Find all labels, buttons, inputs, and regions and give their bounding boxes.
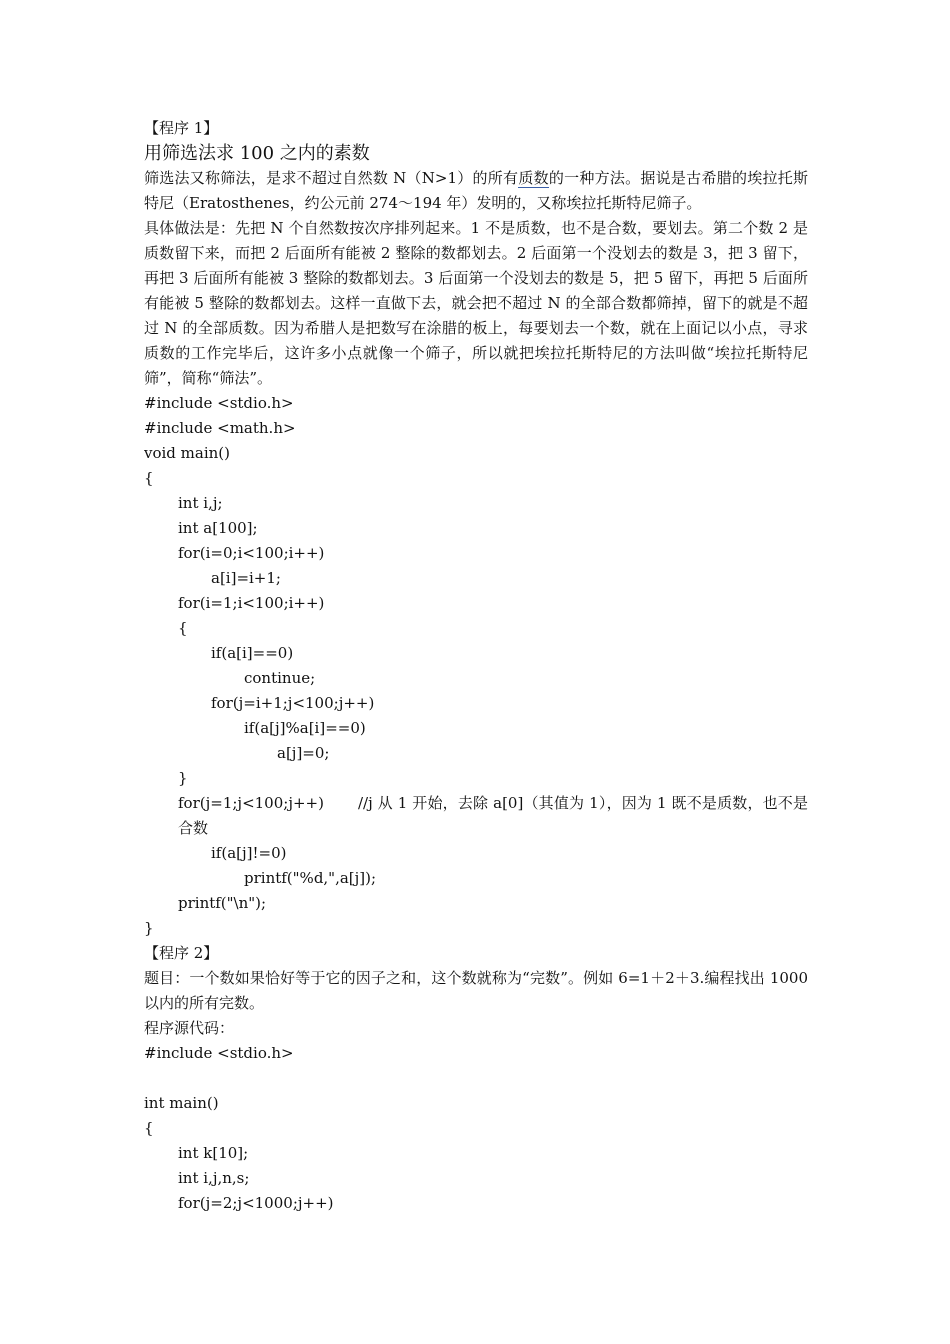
code-line: { (144, 469, 154, 487)
program2-source-label: 程序源代码： (144, 1019, 235, 1037)
code-line: void main() (144, 444, 231, 462)
code-line: for(j=2;j<1000;j++) (178, 1194, 334, 1212)
code-line: } (144, 919, 154, 937)
code-text: for(j=1;j<100;j++) (178, 794, 324, 812)
code-line: } (178, 769, 188, 787)
code-comment: //j 从 1 开始，去除 a[0]（其值为 1），因为 1 既不是质数，也不是合数 (178, 794, 808, 837)
code-line: { (178, 619, 188, 637)
document-page (144, 116, 808, 1216)
code-line: #include <stdio.h> (144, 1044, 294, 1062)
intro-text-a: 筛选法又称筛法，是求不超过自然数 N（N>1）的所有 (144, 169, 519, 187)
code-line: int i,j,n,s; (178, 1169, 250, 1187)
code-line: if(a[j]%a[i]==0) (244, 719, 366, 737)
code-line: { (144, 1119, 154, 1137)
code-line: int a[100]; (178, 519, 258, 537)
code-line: for(j=i+1;j<100;j++) (211, 694, 375, 712)
code-line: #include <math.h> (144, 419, 296, 437)
code-line: int main() (144, 1094, 219, 1112)
code-line: #include <stdio.h> (144, 394, 294, 412)
code-line: a[i]=i+1; (211, 569, 281, 587)
program1-method: 具体做法是：先把 N 个自然数按次序排列起来。1 不是质数，也不是合数，要划去。第二个数 2 是质数留下来，而把 2 后面所有能被 2 整除的数都划去。2 后面第一个没划去的数是 3，把 3 留下，再把 3 后面所有能被 3 整除的数都划去。3 后面第一个没划去的数是 5，把 5 留下，再把 5 后面所有能被 5 整除的数都划去。这样一直做下去，就会把不超过 N 的全部合数都筛掉，留下的就是不超过 N 的全部质数。因为希腊人是把数写在涂腊的板上，每要划去一个数，就在上面记以小点，寻求质数的工作完毕后，这许多小点就像一个筛子，所以就把埃拉托斯特尼的方法叫做“埃拉托斯特尼筛”，简称“筛法”。 (144, 219, 808, 387)
code-line-with-comment (144, 791, 808, 841)
prime-link[interactable]: 质数 (518, 169, 549, 187)
code-line: printf("%d,",a[j]); (244, 869, 377, 887)
program2-label: 【程序 2】 (144, 944, 219, 962)
code-line: for(i=1;i<100;i++) (178, 594, 325, 612)
code-line: for(i=0;i<100;i++) (178, 544, 325, 562)
code-line: int i,j; (178, 494, 223, 512)
program1-title: 用筛选法求 100 之内的素数 (144, 143, 370, 164)
code-line: printf("\n"); (178, 894, 267, 912)
program1-intro (144, 166, 808, 216)
code-line: int k[10]; (178, 1144, 249, 1162)
code-line: if(a[j]!=0) (211, 844, 287, 862)
program1-label: 【程序 1】 (144, 119, 219, 137)
code-line: a[j]=0; (277, 744, 330, 762)
code-line: if(a[i]==0) (211, 644, 294, 662)
intro-text-b: 的一种方法。据说是古希腊的埃拉托斯特尼（Eratosthenes，约公元前 274～194 年）发明的，又称埃拉托斯特尼筛子。 (144, 169, 808, 212)
blank-line (144, 1066, 808, 1091)
code-line: continue; (244, 669, 316, 687)
program2-question: 题目：一个数如果恰好等于它的因子之和，这个数就称为“完数”。例如 6=1＋2＋3.编程找出 1000 以内的所有完数。 (144, 969, 808, 1012)
